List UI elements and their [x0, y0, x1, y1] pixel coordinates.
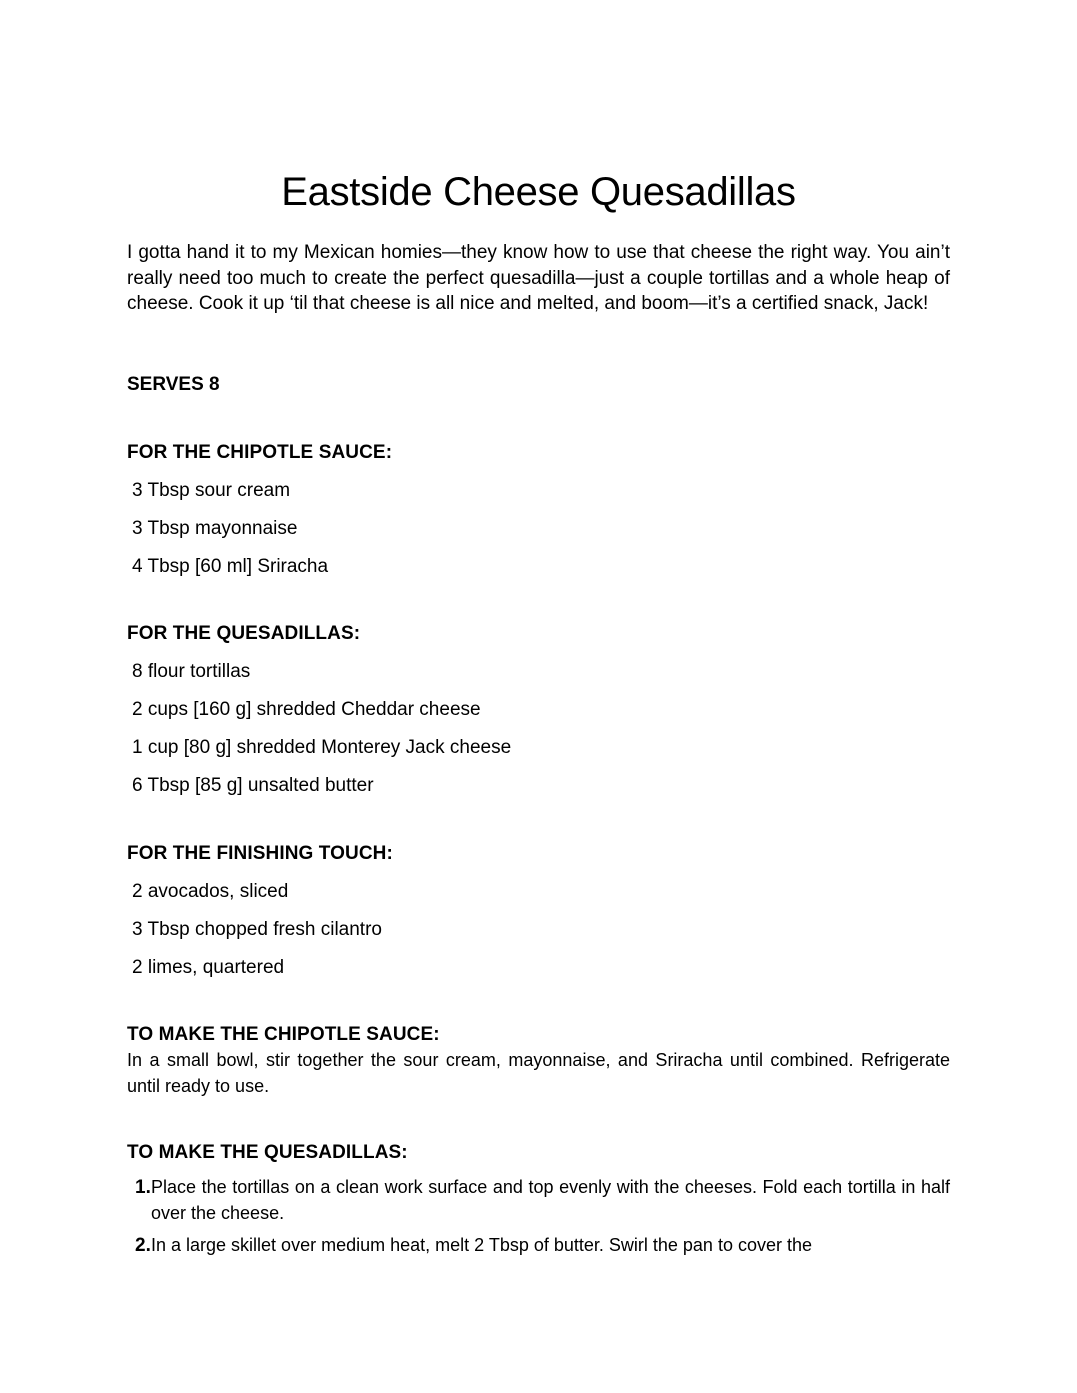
ingredient-item: 4 Tbsp [60 ml] Sriracha: [132, 556, 329, 577]
ingredient-item: 2 cups [160 g] shredded Cheddar cheese: [132, 699, 481, 720]
ingredient-item: 3 Tbsp sour cream: [132, 480, 291, 501]
chipotle-sauce-heading: FOR THE CHIPOTLE SAUCE:: [127, 442, 393, 463]
ingredient-item: 3 Tbsp mayonnaise: [132, 518, 298, 539]
make-quesadillas-heading: TO MAKE THE QUESADILLAS:: [127, 1142, 408, 1163]
ingredient-item: 6 Tbsp [85 g] unsalted butter: [132, 775, 374, 796]
finishing-touch-ingredients: [132, 873, 382, 987]
recipe-intro: I gotta hand it to my Mexican homies—they know how to use that cheese the right way. You ain’t really need too much to create the perfect quesadilla—just a couple tortillas and a whole heap of cheese. Cook it up ‘til that cheese is all nice and melted, and boom—it’s a certified snack, Jack!: [127, 242, 950, 314]
ingredient-item: 1 cup [80 g] shredded Monterey Jack cheese: [132, 737, 512, 758]
step-item: [127, 1175, 950, 1226]
step-text: In a large skillet over medium heat, melt 2 Tbsp of butter. Swirl the pan to cover the: [151, 1235, 812, 1255]
ingredient-item: 2 limes, quartered: [132, 957, 285, 978]
quesadilla-steps: [127, 1175, 950, 1266]
step-text: Place the tortillas on a clean work surface and top evenly with the cheeses. Fold each tortilla in half over the cheese.: [151, 1177, 950, 1223]
quesadillas-ingredients: [132, 653, 511, 805]
step-number: 1.: [135, 1177, 151, 1198]
ingredient-item: 8 flour tortillas: [132, 661, 251, 682]
finishing-touch-heading: FOR THE FINISHING TOUCH:: [127, 843, 393, 864]
quesadillas-heading: FOR THE QUESADILLAS:: [127, 623, 361, 644]
ingredient-item: 2 avocados, sliced: [132, 881, 289, 902]
step-item: [127, 1233, 950, 1259]
chipotle-sauce-ingredients: [132, 472, 328, 586]
serves-label: SERVES 8: [127, 374, 220, 395]
make-sauce-text: In a small bowl, stir together the sour cream, mayonnaise, and Sriracha until combined. Refrigerate until ready to use.: [127, 1050, 950, 1096]
recipe-title: Eastside Cheese Quesadillas: [281, 170, 796, 214]
make-sauce-heading: TO MAKE THE CHIPOTLE SAUCE:: [127, 1024, 440, 1045]
ingredient-item: 3 Tbsp chopped fresh cilantro: [132, 919, 382, 940]
step-number: 2.: [135, 1235, 151, 1256]
